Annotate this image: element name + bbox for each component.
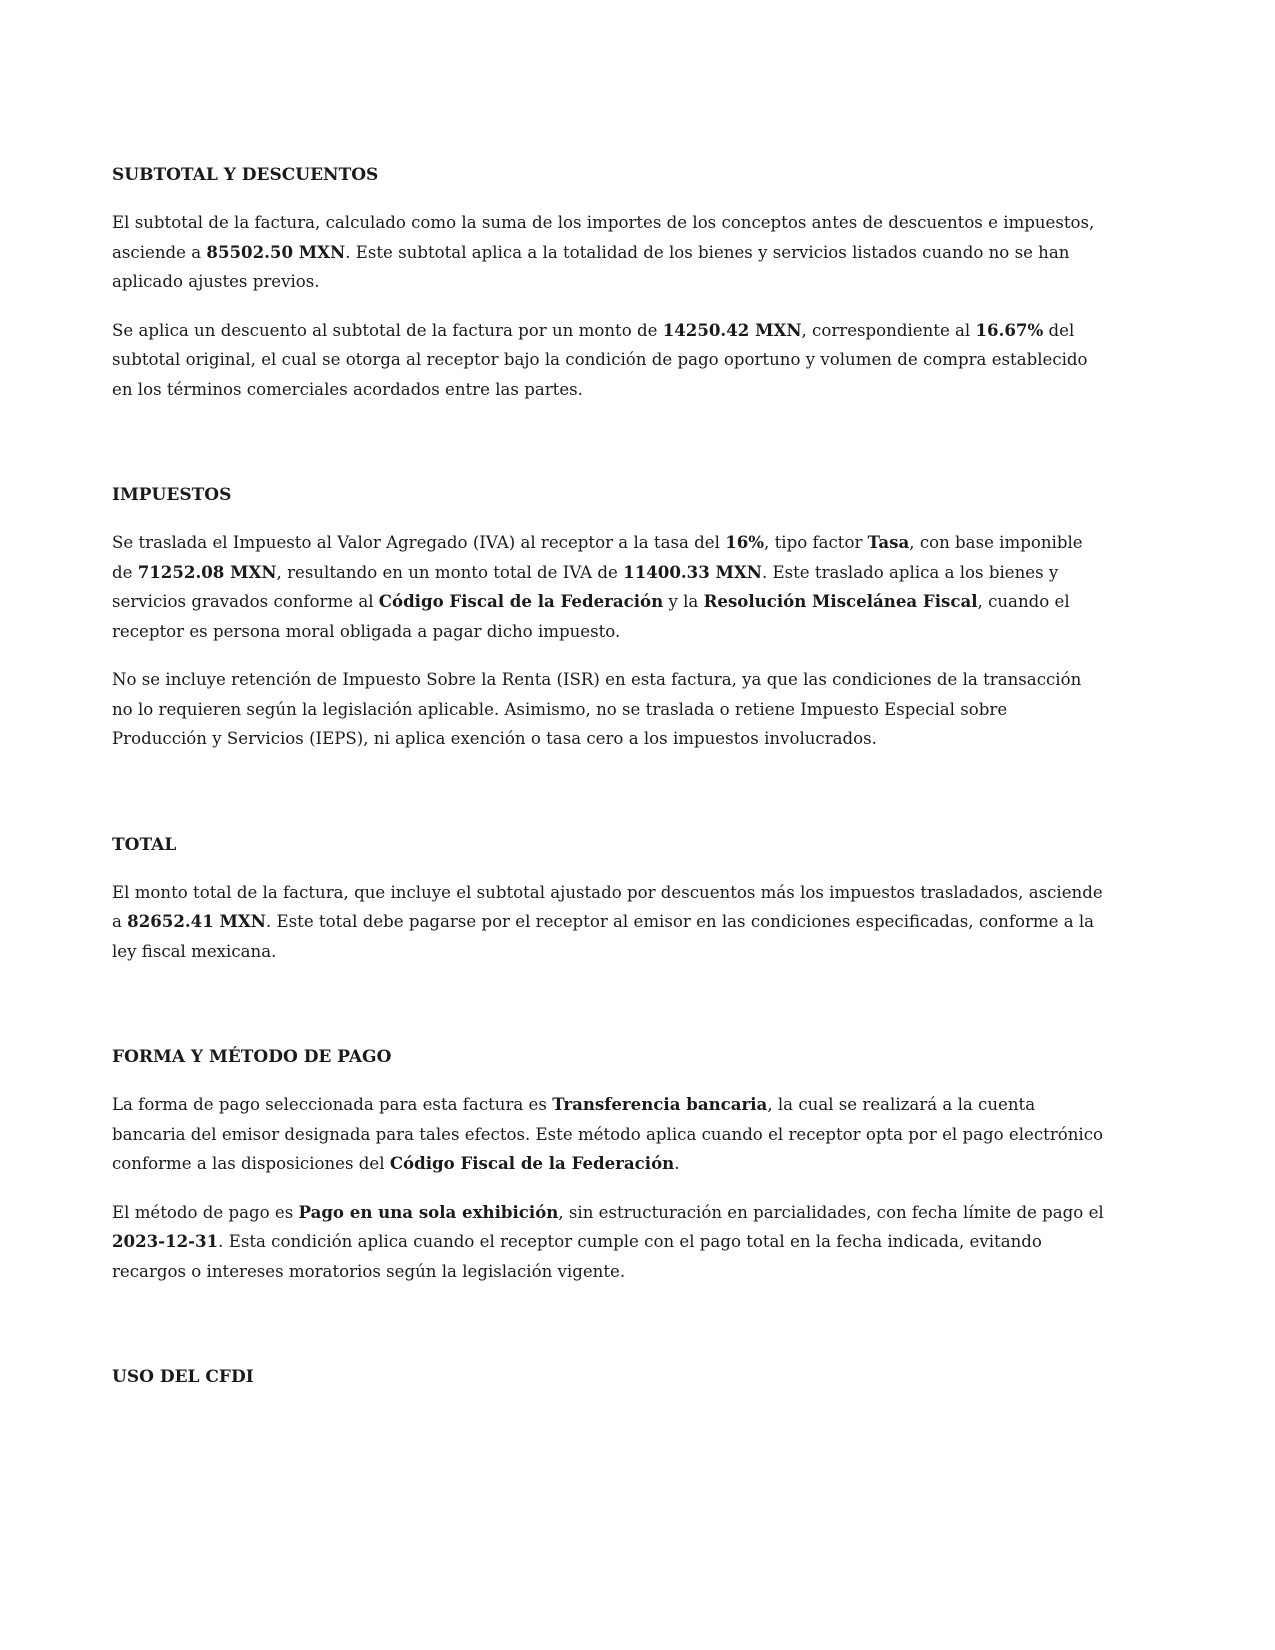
text-run: Se aplica un descuento al subtotal de la factura por un monto de [112, 320, 663, 340]
bold-text: 14250.42 MXN [662, 319, 802, 340]
text-run: . Este subtotal aplica a la totalidad de los bienes y servicios listados cuando no se han aplicado ajustes previos. [112, 242, 1070, 291]
text-run: , resultando en un monto total de IVA de [276, 562, 624, 582]
bold-text: 2023-12-31 [112, 1231, 219, 1251]
text-run: . [674, 1154, 680, 1173]
text-run: . Este traslado aplica a los bienes y servicios gravados conforme al [112, 562, 1059, 611]
section [112, 162, 1107, 404]
text-run: El monto total de la factura, que incluye el subtotal ajustado por descuentos más los impuestos trasladados, asciende a [112, 882, 1103, 931]
text-run: , cuando el receptor es persona moral obligada a pagar dicho impuesto. [112, 592, 1070, 641]
bold-text: Resolución Miscelánea Fiscal [703, 591, 978, 611]
section [112, 832, 1107, 967]
paragraph [112, 665, 1107, 754]
text-run: , correspondiente al [801, 320, 976, 340]
paragraph [112, 528, 1107, 646]
bold-text: Transferencia bancaria [552, 1094, 768, 1114]
bold-text: 16.67% [975, 319, 1044, 340]
section-heading: FORMA Y MÉTODO DE PAGO [112, 1047, 392, 1067]
paragraph [112, 1090, 1107, 1179]
paragraph [112, 1198, 1107, 1287]
text-run: El subtotal de la factura, calculado como la suma de los importes de los conceptos antes de descuentos e impuestos, asciende a [112, 213, 1095, 262]
text-run: del subtotal original, el cual se otorga al receptor bajo la condición de pago oportuno y volumen de compra establecido en los términos comerciales acordados entre las partes. [112, 320, 1088, 399]
bold-text: Código Fiscal de la Federación [378, 591, 664, 611]
text-run: y la [663, 592, 704, 611]
bold-text: 85502.50 MXN [206, 241, 346, 262]
text-run: La forma de pago seleccionada para esta factura es [112, 1095, 553, 1114]
document-page [112, 162, 1107, 1468]
bold-text: 11400.33 MXN [623, 561, 762, 582]
text-run: . Este total debe pagarse por el receptor al emisor en las condiciones especificadas, conforme a la ley fiscal mexicana. [112, 912, 1095, 961]
bold-text: Pago en una sola exhibición [298, 1201, 559, 1222]
section [112, 482, 1107, 754]
text-run: , sin estructuración en parcialidades, con fecha límite de pago el [558, 1202, 1104, 1222]
section-heading: SUBTOTAL Y DESCUENTOS [112, 165, 379, 185]
bold-text: 16% [725, 532, 765, 552]
bold-text: 71252.08 MXN [137, 561, 277, 582]
text-run: No se incluye retención de Impuesto Sobre la Renta (ISR) en esta factura, ya que las condiciones de la transacción no lo requieren según la legislación aplicable. Asimismo, no se traslada o retiene Impuesto Especial sobre Producción y Servicios (IEPS), ni aplica exención o tasa cero a los impuestos involucrados. [112, 670, 1082, 748]
text-run: El método de pago es [112, 1202, 299, 1222]
section [112, 1364, 1107, 1390]
bold-text: Tasa [867, 532, 910, 552]
text-run: , tipo factor [764, 533, 868, 552]
section-heading: IMPUESTOS [112, 485, 232, 505]
text-run: , la cual se realizará a la cuenta bancaria del emisor designada para tales efectos. Este método aplica cuando el receptor opta por el pago electrónico conforme a las disposiciones del [112, 1095, 1104, 1173]
bold-text: Código Fiscal de la Federación [389, 1153, 675, 1173]
section-heading: USO DEL CFDI [112, 1367, 254, 1387]
bold-text: 82652.41 MXN [127, 911, 266, 931]
paragraph [112, 878, 1107, 967]
text-run: Se traslada el Impuesto al Valor Agregado (IVA) al receptor a la tasa del [112, 533, 726, 552]
text-run: . Esta condición aplica cuando el receptor cumple con el pago total en la fecha indicada, evitando recargos o intereses moratorios según la legislación vigente. [112, 1232, 1042, 1281]
paragraph [112, 208, 1107, 297]
text-run: , con base imponible de [112, 533, 1083, 582]
section-heading: TOTAL [112, 834, 177, 855]
paragraph [112, 316, 1107, 405]
section [112, 1044, 1107, 1286]
